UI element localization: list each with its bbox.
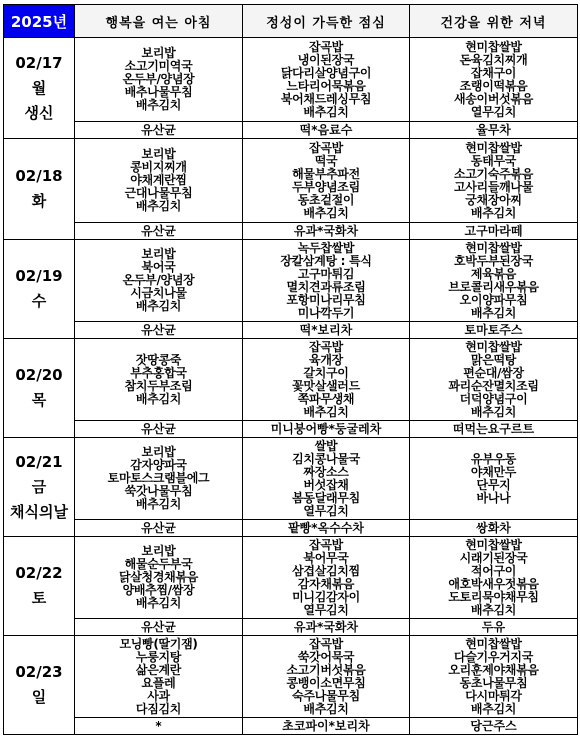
menu-item: 배추김치: [135, 299, 182, 313]
day-weekday: 월: [31, 78, 47, 97]
snack-row: [4, 520, 578, 537]
menu-item: 콩뱅이소면무침: [286, 675, 366, 690]
menu-item: 쑥갓나물무침: [124, 484, 193, 498]
menu-item: 멸치견과류조림: [286, 279, 366, 294]
menu-item: 북어무국: [303, 550, 349, 565]
menu-item: 야채만두: [470, 464, 517, 479]
day-row: [4, 38, 578, 122]
menu-item: 동초겉절이: [297, 192, 355, 207]
menu-item: 배추김치: [135, 391, 182, 406]
dinner-cell: [410, 240, 578, 322]
day-weekday: 토: [31, 589, 47, 607]
menu-item: 동태무국: [470, 153, 517, 168]
day-date: 02/18: [15, 167, 63, 185]
menu-item: 온두부/양념장: [122, 273, 195, 287]
snack-row: [4, 619, 578, 636]
breakfast-cell: [75, 139, 243, 223]
menu-item: 궁채장아찌: [465, 192, 522, 207]
menu-item: 다짐김치: [135, 701, 182, 716]
menu-item: 배추김치: [303, 404, 349, 419]
dinner-cell: [410, 537, 578, 619]
day-row: [4, 339, 578, 421]
lunch-cell: [243, 339, 410, 421]
snack-row: [4, 223, 578, 240]
dinner-header: 건강을 위한 저녁: [410, 5, 578, 38]
snack-cell: 떡*보리차: [243, 322, 410, 339]
dinner-cell: [410, 339, 578, 421]
menu-item: 야채계란찜: [130, 173, 187, 187]
menu-item: 배추김치: [135, 596, 182, 610]
menu-item: 도토리묵야채무침: [448, 589, 539, 604]
snack-row: [4, 322, 578, 339]
menu-item: 쌀밥: [314, 438, 338, 453]
menu-item: 다시마튀각: [465, 688, 522, 703]
menu-item: 배추김치: [470, 205, 517, 220]
menu-item: 오리훈제야채볶음: [448, 662, 539, 677]
menu-item: 소고기숙주볶음: [453, 166, 534, 181]
menu-item: 바나나: [476, 490, 511, 505]
menu-item: 미나깍두기: [297, 305, 355, 320]
snack-row: [4, 122, 578, 139]
menu-item: 북어국: [141, 260, 176, 274]
menu-item: 보리밥: [141, 147, 176, 161]
menu-item: 미니김감자이: [292, 589, 360, 604]
lunch-cell: [243, 438, 410, 520]
dinner-cell: [410, 38, 578, 122]
snack-cell: 유산균: [75, 520, 243, 537]
menu-item: 애호박새우젓볶음: [448, 576, 539, 591]
breakfast-cell: [75, 438, 243, 520]
day-weekday: 목: [31, 391, 47, 409]
breakfast-cell: [75, 38, 243, 122]
menu-item: 편순대/쌈장: [463, 365, 524, 380]
snack-cell: 초코파이*보리차: [243, 718, 410, 735]
menu-item: 육개장: [309, 352, 343, 367]
menu-item: 부추홍합국: [130, 365, 187, 380]
menu-item: 꽃맛살샐러드: [292, 378, 360, 393]
menu-item: 돈육김치찌개: [459, 52, 528, 67]
menu-item: 배추김치: [470, 404, 517, 419]
menu-item: 해물순두부국: [124, 557, 193, 571]
menu-item: 다슬기우거지국: [453, 649, 534, 664]
menu-item: 새송이버섯볶음: [453, 91, 534, 106]
snack-cell: 유산균: [75, 619, 243, 636]
snack-cell: 고구마라떼: [410, 223, 578, 240]
breakfast-header: 행복을 여는 아침: [75, 5, 243, 38]
dinner-cell: [410, 438, 578, 520]
menu-item: 배추김치: [303, 701, 349, 716]
snack-cell: 떡*음료수: [243, 122, 410, 139]
menu-item: 시래기된장국: [459, 550, 528, 565]
menu-item: 잡곡밥: [309, 39, 343, 54]
menu-item: 양배추찜/쌈장: [122, 583, 195, 597]
lunch-cell: [243, 636, 410, 718]
menu-item: 두부양념조림: [292, 179, 360, 194]
menu-item: 배추나물무침: [124, 85, 193, 99]
day-weekday: 화: [31, 192, 47, 210]
snack-cell: 유산균: [75, 122, 243, 139]
snack-cell: 떠먹는요구르트: [410, 421, 578, 438]
menu-item: 동초나물무침: [459, 675, 528, 690]
menu-item: 온두부/양념장: [122, 72, 195, 86]
menu-item: 소고기버섯볶음: [286, 662, 366, 677]
snack-row: [4, 421, 578, 438]
menu-item: 브로콜리새우볶음: [448, 279, 539, 294]
day-cell: [4, 139, 75, 240]
menu-item: 콩비지찌개: [130, 160, 187, 174]
menu-item: 해물부추파전: [292, 166, 360, 181]
day-note: 채식의날: [10, 502, 68, 521]
day-date: 02/22: [15, 564, 63, 582]
menu-item: 열무김치: [470, 104, 517, 119]
day-date: 02/20: [15, 366, 63, 384]
day-cell: [4, 636, 75, 735]
menu-item: 배추김치: [135, 98, 182, 112]
menu-item: 보리밥: [141, 46, 176, 60]
menu-item: 보리밥: [141, 445, 176, 459]
weekly-menu-table: [3, 4, 578, 735]
menu-item: 삼겹살김치찜: [292, 563, 360, 578]
day-row: [4, 438, 578, 520]
lunch-header: 정성이 가득한 점심: [243, 5, 410, 38]
menu-item: 북어채드레싱무침: [280, 91, 372, 106]
day-cell: [4, 438, 75, 537]
menu-item: 배추김치: [303, 205, 349, 220]
day-cell: [4, 38, 75, 139]
day-date: 02/21: [15, 452, 63, 471]
breakfast-cell: [75, 537, 243, 619]
menu-item: 누룽지탕: [135, 649, 182, 664]
menu-item: 쪽파무생채: [297, 391, 355, 406]
menu-item: 사과: [147, 688, 170, 703]
menu-item: 배추김치: [135, 497, 182, 511]
snack-cell: 유산균: [75, 421, 243, 438]
menu-item: 현미찹쌀밥: [465, 140, 522, 155]
snack-cell: 당근주스: [410, 718, 578, 735]
menu-item: 고구마튀김: [297, 266, 355, 281]
menu-item: 현미찹쌀밥: [465, 537, 522, 552]
menu-item: 참치두부조림: [124, 378, 193, 393]
menu-item: 현미찹쌀밥: [465, 636, 522, 651]
menu-item: 잡곡밥: [309, 339, 343, 354]
breakfast-cell: [75, 240, 243, 322]
day-weekday: 금: [31, 477, 47, 496]
snack-cell: 유과*국화차: [243, 619, 410, 636]
day-cell: [4, 537, 75, 636]
menu-item: 김치콩나물국: [292, 451, 360, 466]
menu-item: 꽈리순잔멸치조림: [448, 378, 539, 393]
year-cell: 2025년: [4, 5, 75, 38]
menu-item: 배추김치: [470, 305, 517, 320]
day-note: 생신: [24, 103, 54, 122]
menu-item: 잡곡밥: [309, 140, 343, 155]
snack-cell: 미니붕어빵*둥굴레차: [243, 421, 410, 438]
snack-cell: 율무차: [410, 122, 578, 139]
menu-item: 보리밥: [141, 544, 176, 558]
breakfast-cell: [75, 636, 243, 718]
menu-item: 제육볶음: [470, 266, 517, 281]
menu-item: 닭다리살양념구이: [280, 65, 372, 80]
menu-item: 더덕양념구이: [459, 391, 528, 406]
menu-item: 감자양파국: [130, 458, 187, 472]
menu-item: 토마토스크램블에그: [107, 471, 210, 485]
day-row: [4, 240, 578, 322]
snack-cell: 토마토주스: [410, 322, 578, 339]
menu-item: 쑥갓어묵국: [297, 649, 355, 664]
menu-item: 고사리들깨나물: [453, 179, 534, 194]
menu-item: 떡국: [314, 153, 338, 168]
menu-item: 냉이된장국: [297, 52, 355, 67]
snack-cell: 팥빵*옥수수차: [243, 520, 410, 537]
menu-item: 녹두찹쌀밥: [297, 240, 355, 255]
menu-item: 오이양파무침: [459, 292, 528, 307]
menu-item: 짜장소스: [303, 464, 349, 479]
snack-cell: 유과*국화차: [243, 223, 410, 240]
menu-item: 근대나물무침: [124, 186, 193, 200]
menu-item: 호박두부된장국: [453, 253, 534, 268]
menu-item: 적어구이: [470, 563, 517, 578]
menu-item: 현미찹쌀밥: [465, 339, 522, 354]
menu-item: 잡곡밥: [309, 636, 343, 651]
menu-item: 배추김치: [135, 199, 182, 213]
menu-item: 맑은떡탕: [470, 352, 517, 367]
menu-item: 보리밥: [141, 247, 176, 261]
menu-item: 열무김치: [303, 602, 349, 617]
lunch-cell: [243, 240, 410, 322]
menu-item: 배추김치: [470, 701, 517, 716]
menu-item: 배추김치: [303, 104, 349, 119]
day-row: [4, 537, 578, 619]
menu-item: 장칼삼계탕 : 특식: [280, 253, 372, 268]
snack-row: [4, 718, 578, 735]
day-weekday: 수: [31, 292, 47, 310]
menu-item: 느타리어묵볶음: [286, 78, 366, 93]
menu-item: 봄동달래무침: [292, 490, 360, 505]
menu-item: 감자채볶음: [297, 576, 355, 591]
day-date: 02/17: [15, 53, 63, 72]
day-weekday: 일: [31, 688, 47, 706]
menu-item: 숙주나물무침: [292, 688, 360, 703]
snack-cell: 쌍화차: [410, 520, 578, 537]
menu-item: 현미찹쌀밥: [465, 39, 522, 54]
menu-item: 배추김치: [470, 602, 517, 617]
menu-item: 버섯잡채: [303, 477, 349, 492]
menu-item: 삶은계란: [135, 662, 182, 677]
menu-item: 잡곡밥: [309, 537, 343, 552]
menu-item: 단무지: [476, 477, 511, 492]
lunch-cell: [243, 139, 410, 223]
lunch-cell: [243, 537, 410, 619]
menu-item: 열무김치: [303, 503, 349, 518]
snack-cell: *: [75, 718, 243, 735]
menu-item: 포항미나리무침: [286, 292, 366, 307]
menu-item: 유부우동: [470, 451, 517, 466]
breakfast-cell: [75, 339, 243, 421]
menu-item: 현미찹쌀밥: [465, 240, 522, 255]
menu-item: 요플레: [141, 675, 176, 690]
header-row: [4, 5, 578, 38]
menu-item: 잡채구이: [470, 65, 517, 80]
menu-body: [4, 38, 578, 735]
menu-item: 모닝빵(딸기잼): [119, 636, 198, 651]
day-date: 02/19: [15, 267, 63, 285]
snack-cell: 유산균: [75, 223, 243, 240]
dinner-cell: [410, 636, 578, 718]
menu-item: 조랭이떡볶음: [459, 78, 528, 93]
snack-cell: 두유: [410, 619, 578, 636]
menu-item: 소고기미역국: [124, 59, 193, 73]
day-row: [4, 636, 578, 718]
menu-item: 잣땅콩죽: [135, 352, 182, 367]
menu-item: 시금치나물: [130, 286, 187, 300]
menu-item: 닭살청경채볶음: [118, 570, 199, 584]
dinner-cell: [410, 139, 578, 223]
lunch-cell: [243, 38, 410, 122]
menu-item: 갈치구이: [303, 365, 349, 380]
day-cell: [4, 339, 75, 438]
day-date: 02/23: [15, 663, 63, 681]
snack-cell: 유산균: [75, 322, 243, 339]
day-row: [4, 139, 578, 223]
day-cell: [4, 240, 75, 339]
